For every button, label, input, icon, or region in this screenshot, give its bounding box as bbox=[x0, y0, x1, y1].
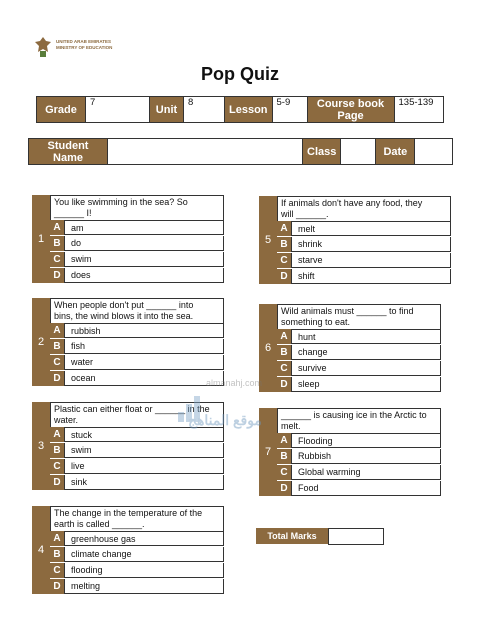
option-letter: B bbox=[50, 339, 64, 355]
answer-option-a[interactable] bbox=[277, 329, 441, 345]
question-stem-line: melt. bbox=[281, 420, 301, 431]
option-letter: D bbox=[277, 269, 291, 285]
question-stem-line: When people don't put ______ into bbox=[54, 300, 194, 310]
question-1 bbox=[32, 195, 224, 284]
answer-option-a[interactable] bbox=[277, 433, 441, 449]
total-marks-label: Total Marks bbox=[256, 528, 328, 544]
option-text: survive bbox=[291, 361, 441, 376]
lesson-value[interactable]: 5-9 bbox=[272, 97, 307, 123]
option-text: swim bbox=[64, 443, 224, 458]
question-6 bbox=[259, 304, 441, 393]
question-7 bbox=[259, 408, 441, 497]
option-text: do bbox=[64, 236, 224, 251]
lesson-label: Lesson bbox=[225, 97, 273, 123]
option-text: melting bbox=[64, 579, 224, 594]
option-letter: C bbox=[50, 252, 64, 268]
option-letter: C bbox=[50, 355, 64, 371]
option-letter: D bbox=[50, 475, 64, 491]
question-stem-line: ______ is causing ice in the Arctic to bbox=[281, 410, 427, 420]
option-letter: A bbox=[50, 427, 64, 443]
question-stem bbox=[50, 298, 224, 323]
option-letter: D bbox=[50, 268, 64, 284]
unit-label: Unit bbox=[150, 97, 184, 123]
question-number: 6 bbox=[259, 304, 277, 392]
answer-option-a[interactable] bbox=[50, 220, 224, 236]
ministry-name bbox=[56, 39, 112, 51]
question-4 bbox=[32, 506, 224, 595]
grade-label: Grade bbox=[37, 97, 86, 123]
course-label-line-2: Page bbox=[337, 109, 364, 122]
option-text: sleep bbox=[291, 377, 441, 392]
answer-option-c[interactable] bbox=[277, 361, 441, 377]
answer-option-b[interactable] bbox=[50, 339, 224, 355]
page-title: Pop Quiz bbox=[201, 64, 279, 84]
watermark bbox=[178, 376, 268, 436]
question-2 bbox=[32, 298, 224, 387]
option-letter: A bbox=[50, 323, 64, 339]
answer-option-b[interactable] bbox=[50, 236, 224, 252]
question-number: 7 bbox=[259, 408, 277, 496]
student-name-field[interactable] bbox=[108, 139, 303, 165]
option-text: Global warming bbox=[291, 465, 441, 480]
option-text: greenhouse gas bbox=[64, 531, 224, 546]
ministry-line-1: UNITED ARAB EMIRATES bbox=[56, 39, 111, 44]
answer-option-d[interactable] bbox=[277, 377, 441, 393]
watermark-url: almanahj.com bbox=[206, 378, 263, 388]
ministry-logo bbox=[34, 34, 124, 64]
option-letter: C bbox=[277, 361, 291, 377]
option-text: Flooding bbox=[291, 433, 441, 448]
option-letter: D bbox=[50, 579, 64, 595]
option-text: melt bbox=[291, 221, 451, 236]
student-label-line-1: Student bbox=[47, 139, 89, 152]
course-book-page-label bbox=[307, 97, 394, 123]
option-text: flooding bbox=[64, 563, 224, 578]
option-text: water bbox=[64, 355, 224, 370]
answer-option-b[interactable] bbox=[277, 237, 451, 253]
option-text: swim bbox=[64, 252, 224, 267]
option-letter: C bbox=[50, 563, 64, 579]
option-letter: B bbox=[277, 449, 291, 465]
lesson-info-table bbox=[36, 96, 444, 123]
question-stem bbox=[277, 408, 441, 433]
question-number: 3 bbox=[32, 402, 50, 490]
answer-option-a[interactable] bbox=[50, 323, 224, 339]
question-stem-line: water. bbox=[54, 414, 79, 425]
option-text: does bbox=[64, 268, 224, 283]
course-label-line-1: Course book bbox=[316, 97, 385, 110]
class-field[interactable] bbox=[341, 139, 376, 165]
question-stem-line: You like swimming in the sea? So bbox=[54, 197, 188, 207]
option-text: shift bbox=[291, 269, 451, 284]
answer-option-c[interactable] bbox=[50, 459, 224, 475]
option-letter: A bbox=[277, 221, 291, 237]
question-stem bbox=[277, 304, 441, 329]
answer-option-d[interactable] bbox=[50, 475, 224, 491]
option-text: change bbox=[291, 345, 441, 360]
question-stem-line: will ______. bbox=[281, 208, 329, 219]
watermark-arabic-text: موقع المناهج bbox=[188, 412, 262, 428]
answer-option-b[interactable] bbox=[50, 443, 224, 459]
option-letter: B bbox=[50, 236, 64, 252]
option-letter: B bbox=[277, 237, 291, 253]
option-letter: C bbox=[277, 465, 291, 481]
question-stem-line: Wild animals must ______ to find bbox=[281, 306, 414, 316]
answer-option-c[interactable] bbox=[277, 465, 441, 481]
question-stem bbox=[50, 195, 224, 220]
option-text: sink bbox=[64, 475, 224, 490]
answer-option-a[interactable] bbox=[50, 531, 224, 547]
option-text: ocean bbox=[64, 371, 224, 386]
question-number: 4 bbox=[32, 506, 50, 594]
option-text: fish bbox=[64, 339, 224, 354]
option-text: Food bbox=[291, 481, 441, 496]
unit-value[interactable]: 8 bbox=[184, 97, 225, 123]
student-name-label bbox=[29, 139, 108, 165]
course-page-value[interactable]: 135-139 bbox=[394, 97, 443, 123]
option-text: Rubbish bbox=[291, 449, 441, 464]
option-letter: D bbox=[277, 481, 291, 497]
question-stem-line: Plastic can either float or ______ in the bbox=[54, 404, 210, 414]
student-label-line-2: Name bbox=[53, 151, 83, 164]
answer-option-b[interactable] bbox=[277, 449, 441, 465]
total-marks-field[interactable] bbox=[328, 528, 384, 545]
answer-option-c[interactable] bbox=[50, 355, 224, 371]
question-stem-line: something to eat. bbox=[281, 316, 351, 327]
question-5 bbox=[259, 196, 451, 285]
option-text: climate change bbox=[64, 547, 224, 562]
answer-option-c[interactable] bbox=[277, 253, 451, 269]
option-letter: A bbox=[277, 433, 291, 449]
question-number: 2 bbox=[32, 298, 50, 386]
grade-value[interactable]: 7 bbox=[86, 97, 150, 123]
option-text: hunt bbox=[291, 329, 441, 344]
question-stem-line: If animals don't have any food, they bbox=[281, 198, 423, 208]
student-info-table bbox=[28, 138, 453, 165]
answer-option-d[interactable] bbox=[277, 269, 451, 285]
answer-option-a[interactable] bbox=[277, 221, 451, 237]
question-stem-line: The change in the temperature of the bbox=[54, 508, 203, 518]
option-letter: A bbox=[277, 329, 291, 345]
answer-option-c[interactable] bbox=[50, 252, 224, 268]
uae-emblem-icon bbox=[34, 36, 52, 58]
class-label: Class bbox=[303, 139, 341, 165]
answer-option-d[interactable] bbox=[50, 579, 224, 595]
option-letter: B bbox=[50, 547, 64, 563]
date-field[interactable] bbox=[415, 139, 453, 165]
ministry-line-2: MINISTRY OF EDUCATION bbox=[56, 45, 113, 50]
answer-option-b[interactable] bbox=[277, 345, 441, 361]
answer-option-c[interactable] bbox=[50, 563, 224, 579]
option-letter: B bbox=[50, 443, 64, 459]
question-stem bbox=[50, 506, 224, 531]
question-stem bbox=[277, 196, 451, 221]
option-text: shrink bbox=[291, 237, 451, 252]
option-text: stuck bbox=[64, 427, 224, 442]
question-number: 1 bbox=[32, 195, 50, 283]
option-text: live bbox=[64, 459, 224, 474]
answer-option-d[interactable] bbox=[277, 481, 441, 497]
question-stem-line: ______ I! bbox=[54, 207, 92, 218]
option-letter: A bbox=[50, 220, 64, 236]
question-stem-line: earth is called ______. bbox=[54, 518, 145, 529]
question-stem-line: bins, the wind blows it into the sea. bbox=[54, 310, 194, 321]
option-letter: B bbox=[277, 345, 291, 361]
option-text: rubbish bbox=[64, 323, 224, 338]
date-label: Date bbox=[376, 139, 415, 165]
option-letter: A bbox=[50, 531, 64, 547]
option-letter: C bbox=[277, 253, 291, 269]
option-letter: C bbox=[50, 459, 64, 475]
question-number: 5 bbox=[259, 196, 277, 284]
option-text: starve bbox=[291, 253, 451, 268]
option-text: am bbox=[64, 220, 224, 235]
answer-option-d[interactable] bbox=[50, 268, 224, 284]
option-letter: D bbox=[50, 371, 64, 387]
answer-option-b[interactable] bbox=[50, 547, 224, 563]
option-letter: D bbox=[277, 377, 291, 393]
